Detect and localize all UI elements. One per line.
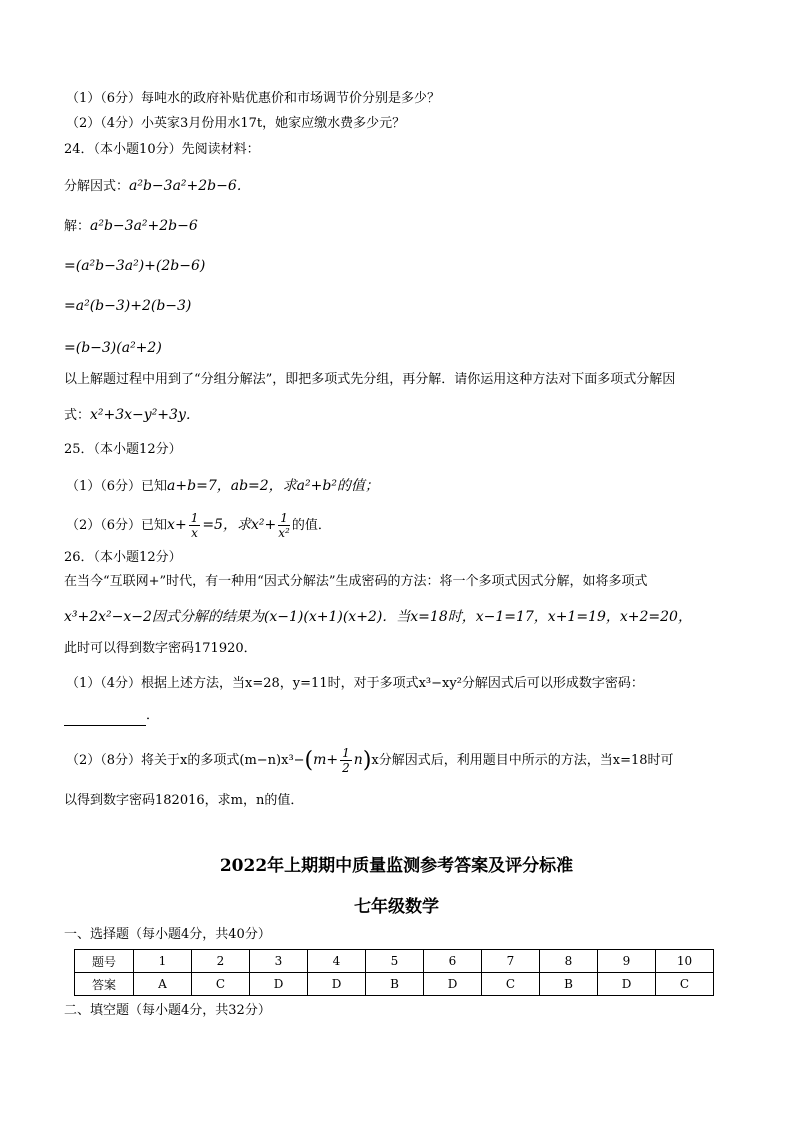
table-cell: 7 bbox=[482, 950, 540, 973]
table-cell: 3 bbox=[250, 950, 308, 973]
q24-prompt bbox=[64, 176, 251, 197]
q24-task-expr: x²+3x−y²+3y． bbox=[90, 407, 200, 423]
table-cell: D bbox=[598, 973, 656, 996]
q25-part1 bbox=[66, 476, 379, 497]
q25-part2-expr-b: =5，求x²+ bbox=[202, 517, 277, 533]
q26-part1-answer bbox=[64, 706, 159, 726]
table-cell: B bbox=[540, 973, 598, 996]
q24-solution-step1 bbox=[64, 216, 198, 237]
q26-example bbox=[64, 607, 692, 628]
q26-part2-cont: 以得到数字密码182016，求m，n的值． bbox=[64, 793, 304, 808]
table-row-answers bbox=[75, 973, 714, 996]
table-cell: A bbox=[134, 973, 192, 996]
answer-key-title: 2022年上期期中质量监测参考答案及评分标准 bbox=[219, 856, 574, 876]
answer-key-subtitle: 七年级数学 bbox=[354, 897, 439, 917]
q24-solution-expr1: a²b−3a²+2b−6 bbox=[90, 218, 198, 234]
q26-example-result: 此时可以得到数字密码171920． bbox=[64, 641, 257, 656]
q26-header: 26．（本小题12分） bbox=[64, 550, 182, 565]
table-cell: 5 bbox=[366, 950, 424, 973]
q24-task bbox=[64, 405, 200, 426]
q26-part1-end: ． bbox=[146, 708, 160, 723]
q26-part2-m: m+ bbox=[313, 752, 339, 768]
q26-part2-b: x分解因式后，利用题目中所示的方法，当x=18时可 bbox=[371, 753, 674, 768]
q25-part2-label: （2）（6分）已知 bbox=[66, 518, 168, 533]
section-multiple-choice: 一、选择题（每小题4分，共40分） bbox=[64, 927, 271, 942]
q23-part1: （1）（6分）每吨水的政府补贴优惠价和市场调节价分别是多少？ bbox=[66, 91, 441, 106]
q24-header: 24．（本小题10分）先阅读材料： bbox=[64, 142, 260, 157]
q24-explanation: 以上解题过程中用到了“分组分解法”，即把多项式先分组，再分解．请你运用这种方法对下面多项式分解因 bbox=[64, 372, 676, 387]
q24-solution-expr4: =(b−3)(a²+2) bbox=[64, 340, 162, 356]
fraction-1-over-x: $\frac{1}{x}$ bbox=[190, 511, 199, 540]
table-cell: C bbox=[482, 973, 540, 996]
section-fill-in: 二、填空题（每小题4分，共32分） bbox=[64, 1003, 271, 1018]
q25-part2 bbox=[66, 508, 331, 543]
table-cell: D bbox=[308, 973, 366, 996]
left-paren: ( bbox=[304, 748, 314, 773]
q24-solution-label: 解： bbox=[64, 219, 91, 234]
q24-solution-step2 bbox=[64, 256, 205, 277]
table-cell: 10 bbox=[656, 950, 714, 973]
table-cell: 2 bbox=[192, 950, 250, 973]
q26-part2 bbox=[66, 742, 674, 779]
answer-table bbox=[74, 949, 714, 996]
table-cell: 9 bbox=[598, 950, 656, 973]
table-cell: 1 bbox=[134, 950, 192, 973]
answer-blank[interactable] bbox=[64, 711, 146, 726]
q24-task-label: 式： bbox=[64, 408, 91, 423]
q24-solution-expr2: =(a²b−3a²)+(2b−6) bbox=[64, 258, 206, 274]
q26-example-expr: x³+2x²−x−2因式分解的结果为(x−1)(x+1)(x+2)．当x=18时，x−1=17，x+1=19，x+2=20， bbox=[64, 609, 692, 625]
q25-part2-tail: 的值． bbox=[291, 518, 331, 533]
q26-part2-a: （2）（8分）将关于x的多项式(m−n)x³− bbox=[66, 753, 305, 768]
q25-header: 25．（本小题12分） bbox=[64, 442, 182, 457]
table-cell: C bbox=[656, 973, 714, 996]
table-cell: 4 bbox=[308, 950, 366, 973]
table-cell: B bbox=[366, 973, 424, 996]
q25-part1-label: （1）（6分）已知 bbox=[66, 479, 168, 494]
q26-part2-n: n bbox=[353, 752, 363, 768]
q24-solution-expr3: =a²(b−3)+2(b−3) bbox=[64, 298, 192, 314]
q26-intro: 在当今“互联网+”时代，有一种用“因式分解法”生成密码的方法：将一个多项式因式分解，如将多项式 bbox=[64, 574, 648, 589]
fraction-1-over-x-squared: $\frac{1}{\text{x²}}$ bbox=[278, 511, 290, 540]
q24-solution-step4 bbox=[64, 338, 162, 359]
table-cell: 6 bbox=[424, 950, 482, 973]
q24-solution-step3 bbox=[64, 296, 191, 317]
q25-part2-expr-a: x+ bbox=[167, 517, 187, 533]
table-row-numbers bbox=[75, 950, 714, 973]
fraction-1-over-2: $\frac{1}{2}$ bbox=[342, 746, 350, 775]
q24-prompt-label: 分解因式： bbox=[64, 179, 130, 194]
table-cell: 8 bbox=[540, 950, 598, 973]
table-cell: C bbox=[192, 973, 250, 996]
q24-expression: a²b−3a²+2b−6． bbox=[129, 178, 251, 194]
table-header-answer: 答案 bbox=[75, 973, 134, 996]
right-paren: ) bbox=[362, 748, 372, 773]
table-cell: D bbox=[250, 973, 308, 996]
table-header-number: 题号 bbox=[75, 950, 134, 973]
q26-part1: （1）（4分）根据上述方法，当x=28，y=11时，对于多项式x³−xy²分解因式后可以形成数字密码： bbox=[66, 676, 644, 691]
table-cell: D bbox=[424, 973, 482, 996]
q25-part1-expr: a+b=7，ab=2，求a²+b²的值； bbox=[167, 478, 379, 494]
q23-part2: （2）（4分）小英家3月份用水17t，她家应缴水费多少元？ bbox=[66, 116, 406, 131]
